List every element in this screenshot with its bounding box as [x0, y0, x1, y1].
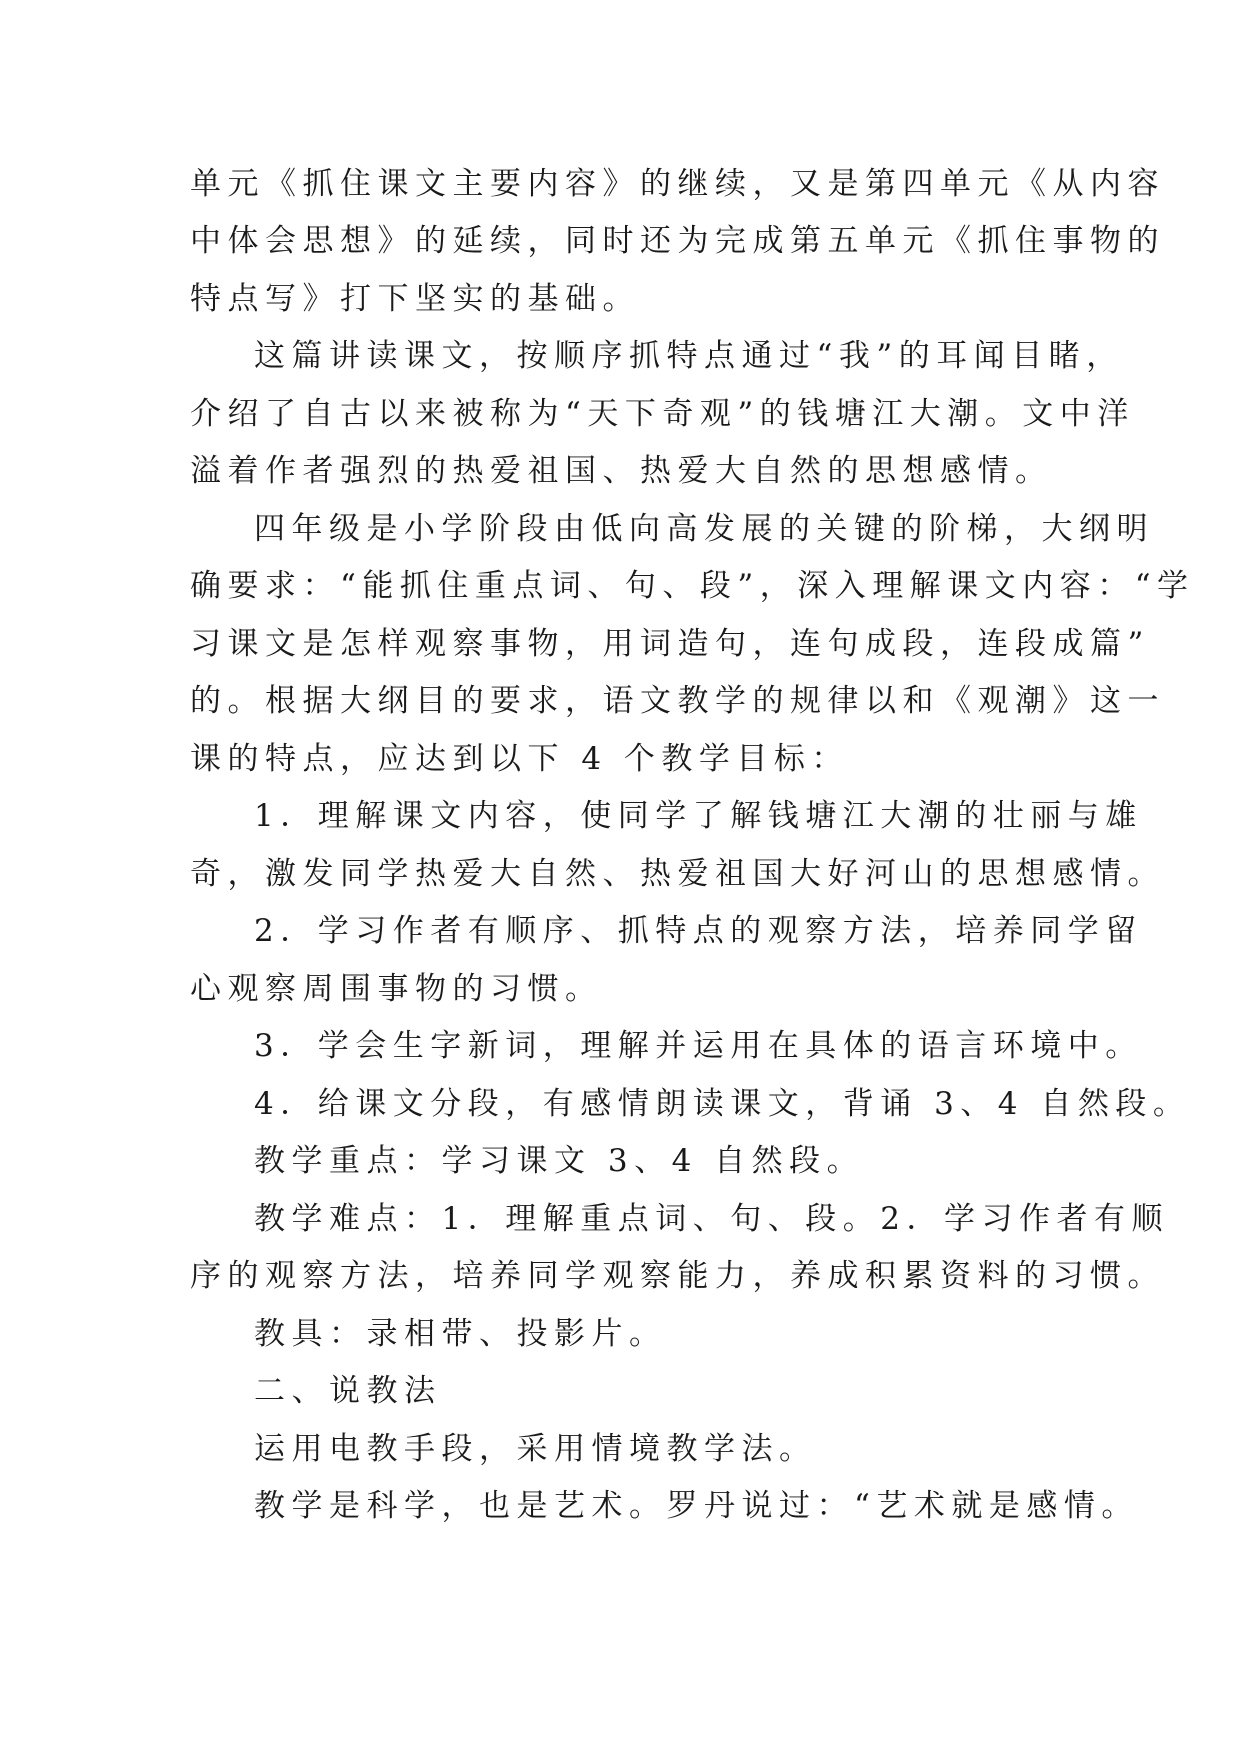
text-line: 奇，激发同学热爱大自然、热爱祖国大好河山的思想感情。 [190, 856, 1165, 892]
objective-4-line: 4．给课文分段，有感情朗读课文，背诵 3、4 自然段。 [254, 1086, 1191, 1122]
section-heading: 二、说教法 [254, 1373, 442, 1409]
text-line: 心观察周围事物的习惯。 [190, 971, 603, 1007]
text-line: 课的特点，应达到以下 4 个教学目标： [190, 741, 849, 777]
teaching-focus-line: 教学重点：学习课文 3、4 自然段。 [254, 1143, 865, 1179]
text-line: 特点写》打下坚实的基础。 [190, 281, 640, 317]
objective-3-line: 3．学会生字新词，理解并运用在具体的语言环境中。 [254, 1028, 1143, 1064]
paragraph-start-line: 四年级是小学阶段由低向高发展的关键的阶梯，大纲明 [254, 511, 1154, 547]
teaching-difficulty-line: 教学难点：1．理解重点词、句、段。2．学习作者有顺 [254, 1201, 1169, 1237]
text-line: 确要求：“能抓住重点词、句、段”，深入理解课文内容：“学 [190, 568, 1195, 604]
text-line: 介绍了自古以来被称为“天下奇观”的钱塘江大潮。文中洋 [190, 396, 1135, 432]
paragraph-start-line: 运用电教手段，采用情境教学法。 [254, 1431, 817, 1467]
teaching-aids-line: 教具：录相带、投影片。 [254, 1316, 667, 1352]
text-line: 习课文是怎样观察事物，用词造句，连句成段，连段成篇” [190, 626, 1150, 662]
text-line: 中体会思想》的延续，同时还为完成第五单元《抓住事物的 [190, 223, 1165, 259]
text-line: 的。根据大纲目的要求，语文教学的规律以和《观潮》这一 [190, 683, 1165, 719]
text-line: 序的观察方法，培养同学观察能力，养成积累资料的习惯。 [190, 1258, 1165, 1294]
objective-2-line: 2．学习作者有顺序、抓特点的观察方法，培养同学留 [254, 913, 1143, 949]
text-line: 溢着作者强烈的热爱祖国、热爱大自然的思想感情。 [190, 453, 1053, 489]
objective-1-line: 1．理解课文内容，使同学了解钱塘江大潮的壮丽与雄 [254, 798, 1143, 834]
text-line: 单元《抓住课文主要内容》的继续，又是第四单元《从内容 [190, 166, 1165, 202]
paragraph-start-line: 教学是科学，也是艺术。罗丹说过：“艺术就是感情。 [254, 1488, 1139, 1524]
paragraph-start-line: 这篇讲读课文，按顺序抓特点通过“我”的耳闻目睹， [254, 338, 1124, 374]
